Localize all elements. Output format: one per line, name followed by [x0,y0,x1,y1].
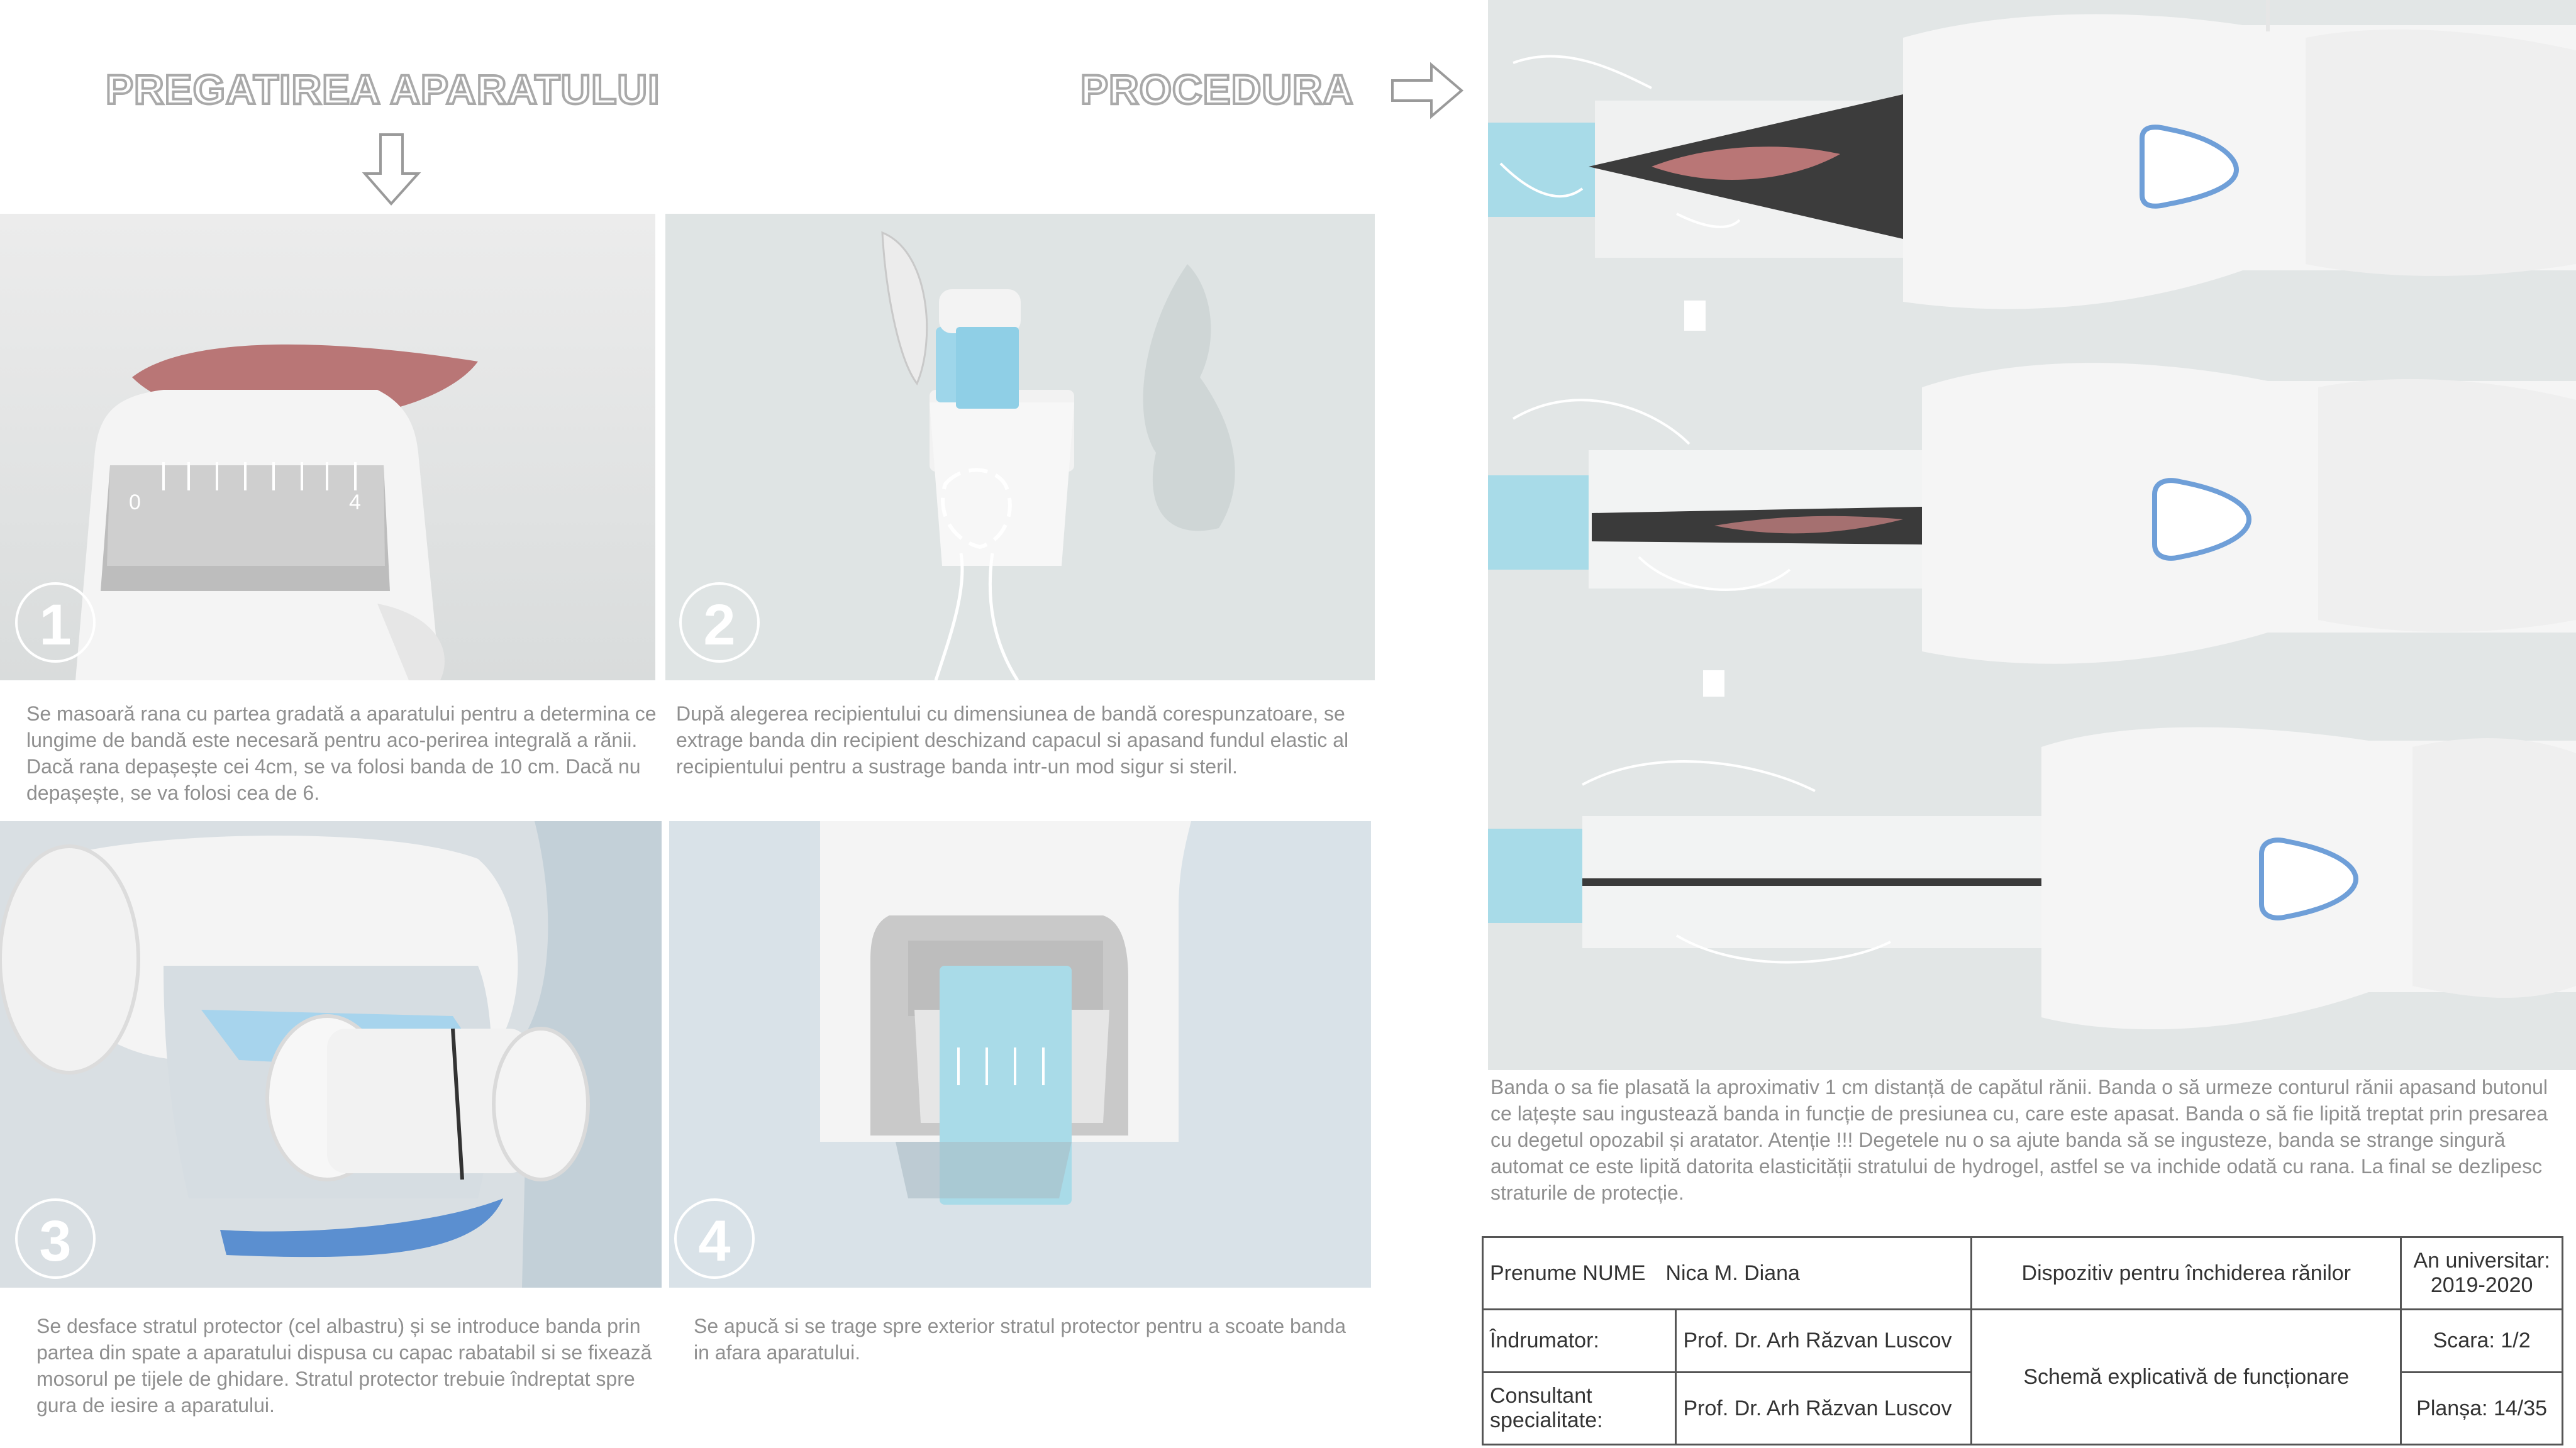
procedure-image-1 [1488,0,2576,331]
step-1-description: Se masoară rana cu partea gradată a aparatului pentru a determina ce lungime de bandă este necesară pentru aco-perirea integrală a rănii. Dacă rana depașește cei 4cm, se va folosi banda de 10 cm. Dacă nu depașește, se va folosi cea de 6. [26,702,657,804]
advisor-label: Îndrumator: [1483,1310,1676,1373]
arrow-right-icon [1390,62,1465,119]
step-3-image [0,821,662,1288]
step-1-image [0,214,655,680]
consultant-label: Consultant specialitate: [1483,1373,1676,1445]
ruler-label-end: 4 [349,490,361,514]
procedure-image-2 [1488,331,2576,697]
step-4-image [669,821,1371,1288]
sheet-number: Planșa: 14/35 [2401,1373,2563,1445]
consultant-value: Prof. Dr. Arh Răzvan Luscov [1676,1373,1972,1445]
step-number-badge: 3 [15,1198,96,1279]
project-title: Dispozitiv pentru închiderea rănilor [1972,1237,2401,1310]
step-4-description: Se apucă si se trage spre exterior stratul protector pentru a scoate banda in afara aparatului. [694,1315,1346,1364]
scale-value: Scara: 1/2 [2401,1310,2563,1373]
name-value: Nica M. Diana [1665,1261,1800,1285]
ruler-label-start: 0 [129,490,141,514]
step-number-badge: 2 [679,582,760,663]
sheet-title: Schemă explicativă de funcționare [1972,1310,2401,1445]
heading-procedure: PROCEDURA [1080,66,1354,113]
step-2-description: După alegerea recipientului cu dimensiunea de bandă corespunzatoare, se extrage banda din recipient deschizand capacul si apasand fundul elastic al recipientului pentru a sustrage banda intr-un mod sigur si steril. [676,702,1349,778]
step-2-image [665,214,1375,680]
step-number-badge: 1 [15,582,96,663]
year-label: An universitar: [2413,1249,2550,1273]
arrow-down-icon [362,132,421,207]
academic-year-cell [2401,1237,2563,1310]
title-block [1482,1236,2563,1445]
name-label: Prenume NUME [1490,1261,1646,1285]
heading-preparation: PREGATIREA APARATULUI [106,66,660,113]
step-3-description: Se desface stratul protector (cel albastru) și se introduce banda prin partea din spate a aparatului dispusa cu capac rabatabil si se fixează mosorul pe tijele de ghidare. Stratul protector trebuie îndreptat spre gura de iesire a aparatului. [36,1315,652,1417]
year-value: 2019-2020 [2430,1273,2533,1297]
procedure-description: Banda o sa fie plasată la aproximativ 1 cm distanță de capătul rănii. Banda o să urmeze conturul rănii apasand butonul ce lațește sau ingustează banda in funcție de presiunea cu, care este apasat. Banda o să fie lipită treptat prin presarea cu degetul opozabil și aratator. Atenție !!! Degetele nu o sa ajute banda să se ingusteze, banda se strange singură automat ce este lipită datorita elasticității stratului de hydrogel, astfel se va inchide odată cu rana. La final se dezlipesc straturile de protecție. [1491,1076,2548,1204]
procedure-image-3 [1488,697,2576,1070]
advisor-value: Prof. Dr. Arh Răzvan Luscov [1676,1310,1972,1373]
step-number-badge: 4 [674,1198,755,1279]
author-cell [1483,1237,1972,1310]
